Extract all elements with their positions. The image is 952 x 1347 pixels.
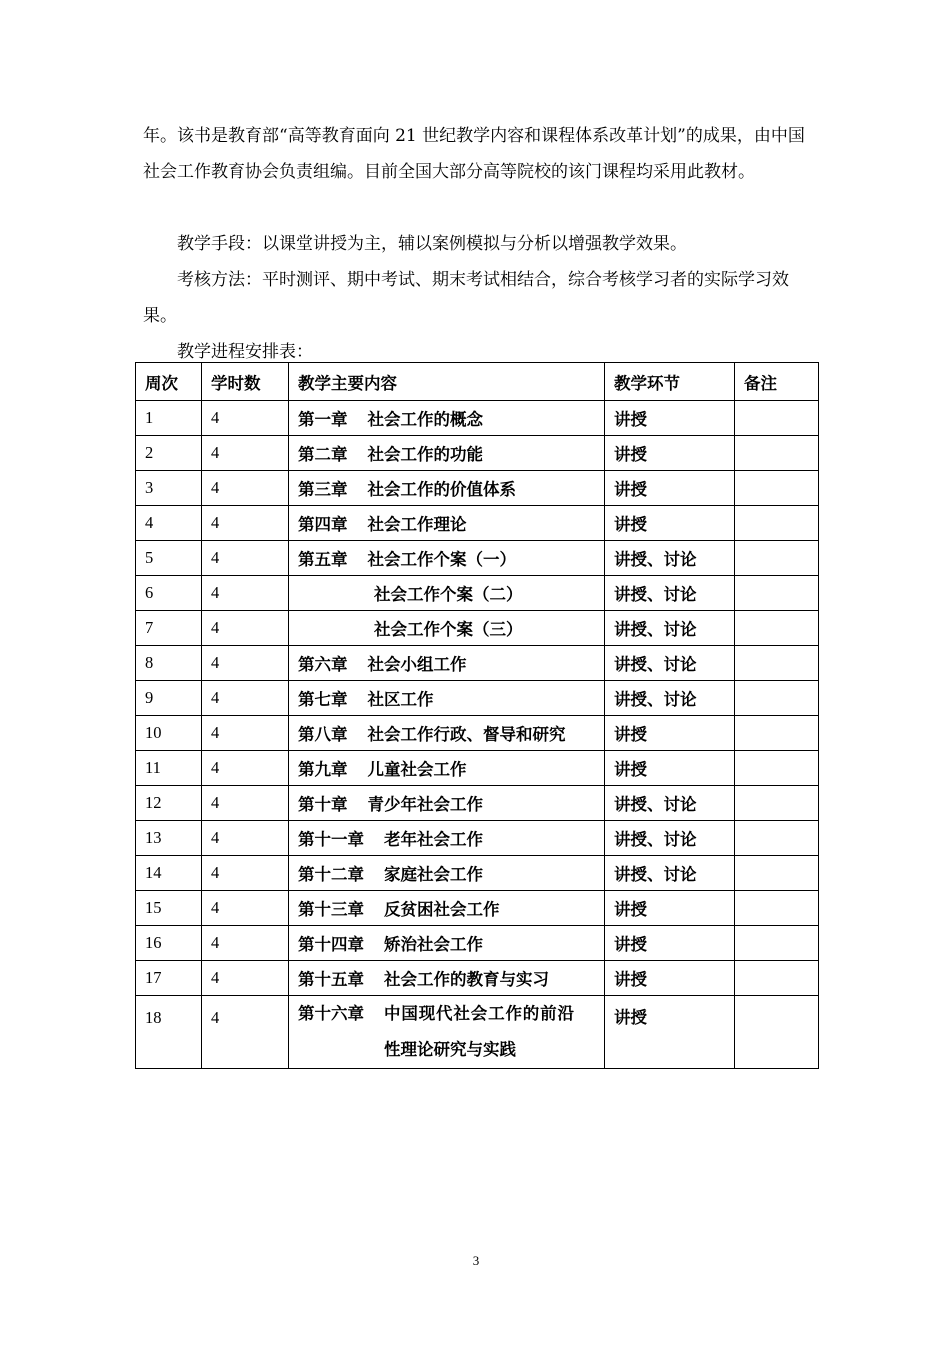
- mode-cell: 讲授: [605, 751, 735, 786]
- chapter-title: 矫治社会工作: [384, 935, 483, 954]
- content-cell: [289, 506, 605, 541]
- week-cell: 7: [136, 611, 202, 646]
- table-row: [136, 891, 819, 926]
- note-cell: [735, 961, 819, 996]
- mode-cell: 讲授、讨论: [605, 856, 735, 891]
- week-cell: 17: [136, 961, 202, 996]
- week-cell: 16: [136, 926, 202, 961]
- content-cell: [289, 856, 605, 891]
- table-row: [136, 401, 819, 436]
- mode-cell: 讲授、讨论: [605, 541, 735, 576]
- table-row: [136, 751, 819, 786]
- chapter-number: 第十五章: [298, 970, 364, 989]
- hours-cell: 4: [202, 506, 289, 541]
- hours-cell: 4: [202, 681, 289, 716]
- chapter-title: 家庭社会工作: [384, 865, 483, 884]
- note-cell: [735, 751, 819, 786]
- chapter-title: 社会工作个案（一）: [367, 550, 516, 569]
- content-cell: [289, 401, 605, 436]
- mode-cell: 讲授、讨论: [605, 821, 735, 856]
- hours-cell: 4: [202, 996, 289, 1069]
- mode-cell: 讲授、讨论: [605, 646, 735, 681]
- content-cell: [289, 541, 605, 576]
- teaching-method-paragraph: 教学手段：以课堂讲授为主，辅以案例模拟与分析以增强教学效果。: [177, 234, 687, 254]
- assessment-paragraph: 考核方法：平时测评、期中考试、期末考试相结合，综合考核学习者的实际学习效果。: [143, 270, 789, 326]
- hours-cell: 4: [202, 786, 289, 821]
- week-cell: 10: [136, 716, 202, 751]
- mode-cell: 讲授: [605, 891, 735, 926]
- chapter-number: 第十三章: [298, 900, 364, 919]
- content-cell: [289, 891, 605, 926]
- chapter-number: 第八章: [298, 725, 348, 744]
- page-number: 3: [472, 1253, 480, 1268]
- table-row: [136, 856, 819, 891]
- chapter-title: 社会工作行政、督导和研究: [367, 725, 566, 744]
- hours-cell: 4: [202, 576, 289, 611]
- hours-cell: 4: [202, 751, 289, 786]
- chapter-title: 社会工作的功能: [367, 445, 483, 464]
- table-row: [136, 541, 819, 576]
- mode-cell: 讲授、讨论: [605, 786, 735, 821]
- chapter-title: 儿童社会工作: [367, 760, 467, 779]
- note-cell: [735, 611, 819, 646]
- note-cell: [735, 646, 819, 681]
- chapter-title: 中国现代社会工作的前沿性理论研究与实践: [384, 1004, 574, 1059]
- chapter-title: 社会工作的教育与实习: [384, 970, 549, 989]
- table-row: [136, 786, 819, 821]
- content-cell: [289, 961, 605, 996]
- chapter-title: 社会工作的价值体系: [367, 480, 516, 499]
- chapter-title: 社会小组工作: [367, 655, 467, 674]
- mode-cell: 讲授: [605, 716, 735, 751]
- hours-cell: 4: [202, 436, 289, 471]
- table-row: [136, 436, 819, 471]
- note-cell: [735, 681, 819, 716]
- header-mode: 教学环节: [605, 363, 735, 401]
- mode-cell: 讲授、讨论: [605, 681, 735, 716]
- table-row: [136, 471, 819, 506]
- intro-paragraph: 年。该书是教育部“高等教育面向 21 世纪教学内容和课程体系改革计划”的成果，由中国社会工作教育协会负责组编。目前全国大部分高等院校的该门课程均采用此教材。: [143, 126, 805, 182]
- chapter-number: 第九章: [298, 760, 348, 779]
- chapter-number: 第五章: [298, 550, 348, 569]
- table-row: [136, 576, 819, 611]
- note-cell: [735, 856, 819, 891]
- schedule-caption: 教学进程安排表：: [177, 342, 313, 362]
- week-cell: 6: [136, 576, 202, 611]
- chapter-number: 第十一章: [298, 830, 364, 849]
- hours-cell: 4: [202, 716, 289, 751]
- table-row: [136, 506, 819, 541]
- week-cell: 5: [136, 541, 202, 576]
- content-cell: [289, 996, 605, 1069]
- hours-cell: 4: [202, 821, 289, 856]
- chapter-title: 社会工作理论: [367, 515, 467, 534]
- chapter-title: 老年社会工作: [384, 830, 483, 849]
- chapter-number: 第十章: [298, 795, 348, 814]
- content-cell: [289, 681, 605, 716]
- week-cell: 9: [136, 681, 202, 716]
- week-cell: 12: [136, 786, 202, 821]
- mode-cell: 讲授: [605, 996, 735, 1069]
- chapter-title: 社会工作个案（三）: [374, 620, 523, 639]
- chapter-number: 第六章: [298, 655, 348, 674]
- chapter-title: 反贫困社会工作: [384, 900, 500, 919]
- mode-cell: 讲授、讨论: [605, 576, 735, 611]
- mode-cell: 讲授: [605, 926, 735, 961]
- hours-cell: 4: [202, 471, 289, 506]
- week-cell: 18: [136, 996, 202, 1069]
- chapter-number: 第一章: [298, 410, 348, 429]
- mode-cell: 讲授: [605, 471, 735, 506]
- content-cell: [289, 436, 605, 471]
- content-cell: [289, 751, 605, 786]
- chapter-number: 第十四章: [298, 935, 364, 954]
- schedule-body: [136, 401, 819, 1069]
- hours-cell: 4: [202, 611, 289, 646]
- week-cell: 8: [136, 646, 202, 681]
- note-cell: [735, 821, 819, 856]
- week-cell: 13: [136, 821, 202, 856]
- mode-cell: 讲授、讨论: [605, 611, 735, 646]
- table-row: [136, 996, 819, 1069]
- mode-cell: 讲授: [605, 401, 735, 436]
- chapter-title: 社会工作的概念: [367, 410, 483, 429]
- hours-cell: 4: [202, 961, 289, 996]
- table-row: [136, 611, 819, 646]
- chapter-number: 第十六章: [298, 1004, 364, 1023]
- week-cell: 15: [136, 891, 202, 926]
- hours-cell: 4: [202, 646, 289, 681]
- note-cell: [735, 541, 819, 576]
- table-row: [136, 961, 819, 996]
- note-cell: [735, 506, 819, 541]
- week-cell: 4: [136, 506, 202, 541]
- table-header-row: [136, 363, 819, 401]
- content-cell: [289, 611, 605, 646]
- hours-cell: 4: [202, 401, 289, 436]
- chapter-number: 第四章: [298, 515, 348, 534]
- chapter-number: 第二章: [298, 445, 348, 464]
- table-row: [136, 716, 819, 751]
- note-cell: [735, 436, 819, 471]
- content-cell: [289, 926, 605, 961]
- chapter-number: 第十二章: [298, 865, 364, 884]
- note-cell: [735, 926, 819, 961]
- note-cell: [735, 401, 819, 436]
- mode-cell: 讲授: [605, 436, 735, 471]
- table-row: [136, 681, 819, 716]
- note-cell: [735, 576, 819, 611]
- content-cell: [289, 471, 605, 506]
- table-row: [136, 821, 819, 856]
- note-cell: [735, 716, 819, 751]
- week-cell: 2: [136, 436, 202, 471]
- chapter-title: 社会工作个案（二）: [374, 585, 523, 604]
- week-cell: 1: [136, 401, 202, 436]
- content-cell: [289, 576, 605, 611]
- note-cell: [735, 786, 819, 821]
- content-cell: [289, 821, 605, 856]
- header-note: 备注: [735, 363, 819, 401]
- table-row: [136, 926, 819, 961]
- chapter-title: 青少年社会工作: [367, 795, 483, 814]
- note-cell: [735, 891, 819, 926]
- schedule-table: [135, 362, 819, 1069]
- chapter-number: 第三章: [298, 480, 348, 499]
- header-hours: 学时数: [202, 363, 289, 401]
- week-cell: 14: [136, 856, 202, 891]
- hours-cell: 4: [202, 541, 289, 576]
- note-cell: [735, 471, 819, 506]
- note-cell: [735, 996, 819, 1069]
- table-row: [136, 646, 819, 681]
- chapter-title: 社区工作: [367, 690, 434, 709]
- chapter-number: 第七章: [298, 690, 348, 709]
- hours-cell: 4: [202, 891, 289, 926]
- hours-cell: 4: [202, 926, 289, 961]
- header-content: 教学主要内容: [289, 363, 605, 401]
- mode-cell: 讲授: [605, 506, 735, 541]
- week-cell: 3: [136, 471, 202, 506]
- hours-cell: 4: [202, 856, 289, 891]
- mode-cell: 讲授: [605, 961, 735, 996]
- header-week: 周次: [136, 363, 202, 401]
- content-cell: [289, 786, 605, 821]
- content-cell: [289, 646, 605, 681]
- content-cell: [289, 716, 605, 751]
- week-cell: 11: [136, 751, 202, 786]
